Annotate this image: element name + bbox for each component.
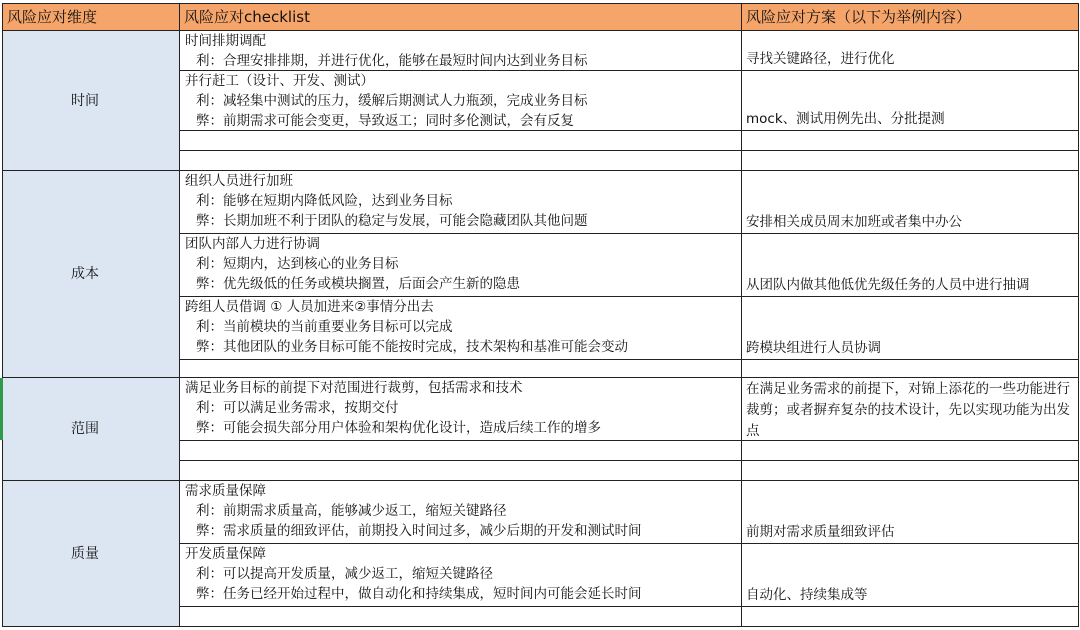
dimension-cost[interactable] (2, 171, 180, 378)
header-checklist[interactable]: 风险应对checklist (180, 3, 742, 31)
plan-cell-cost-2[interactable] (742, 234, 1079, 297)
dimension-scope-label: 范围 (71, 421, 99, 437)
plan-text: 跨模块组进行人员协调 (746, 340, 881, 356)
empty-cell[interactable] (180, 441, 742, 461)
plan-text: mock、测试用例先出、分批提测 (746, 111, 945, 127)
checklist-con: 弊：其他团队的业务目标可能不能按时完成，技术架构和基准可能会变动 (196, 339, 628, 355)
empty-cell[interactable] (180, 131, 742, 151)
checklist-cell-scope-1[interactable] (180, 378, 742, 441)
plan-text: 从团队内做其他低优先级任务的人员中进行抽调 (746, 277, 1030, 293)
empty-cell[interactable] (742, 151, 1079, 171)
dimension-cost-label: 成本 (71, 266, 99, 282)
checklist-title: 满足业务目标的前提下对范围进行裁剪，包括需求和技术 (185, 380, 523, 396)
dimension-time-label: 时间 (71, 92, 99, 109)
dimension-quality[interactable] (2, 481, 180, 627)
plan-text: 自动化、持续集成等 (746, 587, 868, 603)
checklist-title: 组织人员进行加班 (185, 173, 293, 189)
empty-cell[interactable] (180, 461, 742, 481)
plan-cell-scope-1[interactable] (742, 378, 1079, 441)
checklist-pro: 利：前期需求质量高，能够减少返工，缩短关键路径 (196, 503, 507, 519)
checklist-title: 团队内部人力进行协调 (185, 236, 320, 252)
checklist-pro: 利：可以提高开发质量，减少返工，缩短关键路径 (196, 566, 493, 582)
checklist-con: 弊：前期需求可能会变更，导致返工；同时多伦测试，会有反复 (196, 113, 574, 129)
checklist-con: 弊：需求质量的细致评估，前期投入时间过多，减少后期的开发和测试时间 (196, 523, 642, 539)
empty-cell[interactable] (742, 360, 1079, 378)
plan-cell-cost-1[interactable] (742, 171, 1079, 234)
checklist-pro: 利：能够在短期内降低风险，达到业务目标 (196, 193, 453, 209)
checklist-cell-cost-2[interactable] (180, 234, 742, 297)
checklist-title: 开发质量保障 (185, 546, 266, 562)
checklist-pro: 利：当前模块的当前重要业务目标可以完成 (196, 319, 453, 335)
plan-cell-quality-1[interactable] (742, 481, 1079, 544)
plan-cell-time-1[interactable] (742, 31, 1079, 71)
plan-text: 安排相关成员周末加班或者集中办公 (746, 214, 962, 230)
plan-cell-quality-2[interactable] (742, 544, 1079, 607)
empty-cell[interactable] (180, 607, 742, 627)
checklist-cell-time-2[interactable] (180, 71, 742, 131)
checklist-pro: 利：减轻集中测试的压力，缓解后期测试人力瓶颈，完成业务目标 (196, 93, 588, 109)
empty-cell[interactable] (180, 360, 742, 378)
header-plan[interactable]: 风险应对方案（以下为举例内容） (742, 3, 1079, 31)
empty-cell[interactable] (742, 441, 1079, 461)
checklist-pro: 利：短期内，达到核心的业务目标 (196, 256, 399, 272)
empty-cell[interactable] (742, 461, 1079, 481)
checklist-title: 跨组人员借调 ① 人员加进来②事情分出去 (185, 299, 434, 315)
dimension-time[interactable] (2, 31, 180, 171)
dimension-scope[interactable] (2, 378, 180, 481)
checklist-cell-cost-1[interactable] (180, 171, 742, 234)
checklist-title: 时间排期调配 (185, 33, 266, 49)
plan-cell-cost-3[interactable] (742, 297, 1079, 360)
checklist-pro: 利：合理安排排期，并进行优化，能够在最短时间内达到业务目标 (196, 53, 588, 69)
empty-cell[interactable] (742, 131, 1079, 151)
plan-text: 前期对需求质量细致评估 (746, 524, 895, 540)
checklist-cell-quality-2[interactable] (180, 544, 742, 607)
checklist-title: 并行赶工（设计、开发、测试） (185, 73, 374, 89)
dimension-quality-label: 质量 (71, 545, 99, 562)
checklist-con: 弊：可能会损失部分用户体验和架构优化设计，造成后续工作的增多 (196, 420, 601, 436)
checklist-title: 需求质量保障 (185, 483, 266, 499)
empty-cell[interactable] (180, 151, 742, 171)
plan-text: 寻找关键路径，进行优化 (746, 51, 895, 67)
checklist-pro: 利：可以满足业务需求，按期交付 (196, 400, 399, 416)
checklist-cell-time-1[interactable] (180, 31, 742, 71)
checklist-con: 弊：任务已经开始过程中，做自动化和持续集成，短时间内可能会延长时间 (196, 586, 642, 602)
checklist-con: 弊：优先级低的任务或模块搁置，后面会产生新的隐患 (196, 276, 520, 292)
checklist-con: 弊：长期加班不利于团队的稳定与发展，可能会隐藏团队其他问题 (196, 213, 588, 229)
empty-cell[interactable] (742, 607, 1079, 627)
plan-text: 在满足业务需求的前提下，对锦上添花的一些功能进行裁剪；或者摒弃复杂的技术设计，先以实现功能为出发点 (746, 381, 1070, 439)
header-dimension[interactable]: 风险应对维度 (2, 3, 180, 31)
selection-marker (0, 378, 3, 440)
checklist-cell-quality-1[interactable] (180, 481, 742, 544)
plan-cell-time-2[interactable] (742, 71, 1079, 131)
checklist-cell-cost-3[interactable] (180, 297, 742, 360)
